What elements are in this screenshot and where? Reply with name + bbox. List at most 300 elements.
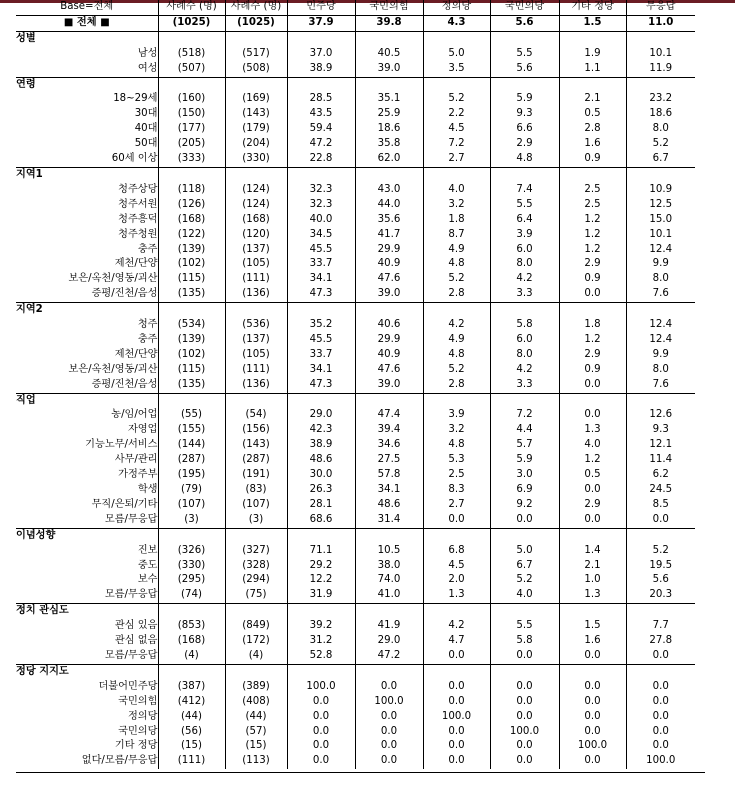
table-bottom-rule (16, 772, 705, 773)
cell-value: 5.3 (423, 453, 490, 468)
cell-value: 18.6 (355, 122, 423, 137)
cell-value: 1.2 (559, 453, 626, 468)
row-label: 충주 (137, 243, 158, 255)
table-row (16, 198, 695, 213)
cell-value: (195) (158, 468, 225, 483)
cell-value: 2.8 (423, 287, 490, 302)
cell-value: (3) (158, 513, 225, 528)
empty-cell (287, 77, 355, 92)
cell-value: 1.2 (559, 228, 626, 243)
empty-cell (559, 167, 626, 182)
cell-value: 32.3 (287, 183, 355, 198)
section-title: 직업 (16, 394, 36, 406)
table-row (16, 544, 695, 559)
cell-value: 31.4 (355, 513, 423, 528)
cell-value: 2.9 (559, 257, 626, 272)
cell-value: 48.6 (287, 453, 355, 468)
cell-value: 1.8 (423, 213, 490, 228)
cell-value: (326) (158, 544, 225, 559)
cell-value: 31.9 (287, 588, 355, 603)
row-label: 청주상당 (118, 183, 158, 195)
empty-cell (490, 303, 559, 318)
cell-value: 10.5 (355, 544, 423, 559)
cell-value: (287) (225, 453, 287, 468)
cell-value: 2.7 (423, 498, 490, 513)
cell-value: 2.8 (423, 378, 490, 393)
cell-value: (191) (225, 468, 287, 483)
section-header-row (16, 77, 695, 92)
cell-value: 15.0 (626, 213, 695, 228)
cell-value: 5.2 (423, 272, 490, 287)
total-label: ■ 전체 ■ (16, 15, 158, 31)
cell-value: 0.0 (287, 725, 355, 740)
cell-value: 12.4 (626, 243, 695, 258)
cell-value: 47.4 (355, 408, 423, 423)
empty-cell (225, 77, 287, 92)
cell-value: 1.1 (559, 62, 626, 77)
row-label: 사무/관리 (114, 454, 158, 466)
empty-cell (559, 664, 626, 679)
cell-value: 9.2 (490, 498, 559, 513)
cell-value: (136) (225, 287, 287, 302)
cell-value: (205) (158, 137, 225, 152)
cell-value: 47.6 (355, 272, 423, 287)
cell-value: 7.4 (490, 183, 559, 198)
cell-value: 0.0 (287, 695, 355, 710)
cell-value: 0.0 (423, 649, 490, 664)
cell-value: 45.5 (287, 243, 355, 258)
cell-value: (56) (158, 725, 225, 740)
cell-value: 4.2 (490, 272, 559, 287)
empty-cell (287, 31, 355, 46)
cell-value: 1.2 (559, 213, 626, 228)
base-label: Base=전체 (16, 0, 158, 15)
row-label: 증평/진천/음성 (16, 378, 158, 393)
cell-value: 0.0 (355, 739, 423, 754)
cell-value: 0.0 (423, 725, 490, 740)
cell-value: 7.6 (626, 378, 695, 393)
cell-value: 1.3 (559, 423, 626, 438)
cell-value: 9.9 (626, 348, 695, 363)
cell-value: (333) (158, 152, 225, 167)
cell-value: 0.9 (559, 152, 626, 167)
cell-value: 35.8 (355, 137, 423, 152)
cell-value: 0.0 (626, 710, 695, 725)
cell-value: 71.1 (287, 544, 355, 559)
cell-value: 2.0 (423, 573, 490, 588)
cell-value: 1.9 (559, 47, 626, 62)
cell-value: 8.7 (423, 228, 490, 243)
cell-value: 7.6 (626, 287, 695, 302)
row-label: 보은/옥천/영동/괴산 (68, 363, 158, 375)
cell-value: 100.0 (490, 725, 559, 740)
empty-cell (158, 77, 225, 92)
cell-value: 4.0 (490, 588, 559, 603)
cell-value: 28.1 (287, 498, 355, 513)
empty-cell (355, 664, 423, 679)
cell-value: 18.6 (626, 107, 695, 122)
cell-value: 11.9 (626, 62, 695, 77)
cell-value: 62.0 (355, 152, 423, 167)
section-header-row (16, 167, 695, 182)
table-row (16, 363, 695, 378)
cell-value: 5.6 (490, 62, 559, 77)
cell-value: 6.0 (490, 243, 559, 258)
section-header-row (16, 664, 695, 679)
cell-value: 0.0 (490, 513, 559, 528)
cell-value: 6.8 (423, 544, 490, 559)
row-label: 국민의힘 (118, 695, 158, 707)
table-row (16, 137, 695, 152)
cell-value: 5.8 (490, 318, 559, 333)
row-label: 청주흥덕 (118, 213, 158, 225)
section-header-row (16, 604, 695, 619)
section-title: 정치 관심도 (16, 605, 69, 617)
cell-value: 47.3 (287, 378, 355, 393)
row-label: 관심 없음 (114, 635, 158, 647)
cell-value: 0.0 (559, 483, 626, 498)
cell-value: 4.8 (423, 257, 490, 272)
empty-cell (225, 393, 287, 408)
cell-value: 0.9 (559, 363, 626, 378)
cell-value: 7.2 (490, 408, 559, 423)
cell-value: 0.0 (626, 513, 695, 528)
cell-value: 100.0 (559, 739, 626, 754)
row-label: 60세 이상 (16, 152, 158, 167)
empty-cell (559, 393, 626, 408)
cell-value: 33.7 (287, 257, 355, 272)
cell-value: 23.2 (626, 92, 695, 107)
cell-value: 4.5 (423, 559, 490, 574)
table-row (16, 588, 695, 603)
empty-cell (225, 167, 287, 182)
empty-cell (490, 528, 559, 543)
row-label: 모름/무응답 (16, 588, 158, 603)
cell-value: 0.0 (355, 710, 423, 725)
cell-value: 0.0 (423, 680, 490, 695)
cell-value: (139) (158, 333, 225, 348)
cell-value: (168) (158, 634, 225, 649)
cell-value: 43.5 (287, 107, 355, 122)
cell-value: 5.8 (490, 634, 559, 649)
cell-value: (137) (225, 243, 287, 258)
empty-cell (490, 77, 559, 92)
cell-value: 3.5 (423, 62, 490, 77)
cell-value: 6.9 (490, 483, 559, 498)
cell-value: 0.0 (490, 754, 559, 769)
empty-cell (158, 393, 225, 408)
cell-value: (534) (158, 318, 225, 333)
empty-cell (423, 31, 490, 46)
cell-value: 68.6 (287, 513, 355, 528)
empty-cell (626, 167, 695, 182)
cell-value: 59.4 (287, 122, 355, 137)
cell-value: 47.3 (287, 287, 355, 302)
column-header: 기타 정당 (559, 0, 626, 15)
empty-cell (490, 604, 559, 619)
cell-value: 0.0 (490, 739, 559, 754)
cell-value: 0.0 (559, 408, 626, 423)
column-header: 사례수 (명) (225, 0, 287, 15)
cell-value: (172) (225, 634, 287, 649)
table-row (16, 348, 695, 363)
cell-value: 9.3 (626, 423, 695, 438)
empty-cell (490, 31, 559, 46)
table-row (16, 739, 695, 754)
cell-value: 39.0 (355, 378, 423, 393)
row-label: 자영업 (127, 424, 158, 436)
cell-value: 6.0 (490, 333, 559, 348)
table-row (16, 272, 695, 287)
empty-cell (158, 604, 225, 619)
cell-value: 5.2 (626, 137, 695, 152)
cell-value: (102) (158, 257, 225, 272)
cell-value: 34.1 (287, 363, 355, 378)
cell-value: 6.6 (490, 122, 559, 137)
cell-value: 24.5 (626, 483, 695, 498)
cell-value: 47.2 (287, 137, 355, 152)
cell-value: 4.8 (423, 438, 490, 453)
cell-value: 12.6 (626, 408, 695, 423)
cell-value: 0.0 (287, 710, 355, 725)
cell-value: (115) (158, 272, 225, 287)
cell-value: 4.7 (423, 634, 490, 649)
cell-value: 0.0 (490, 695, 559, 710)
cell-value: (3) (225, 513, 287, 528)
table-row (16, 378, 695, 393)
cell-value: (144) (158, 438, 225, 453)
cell-value: 5.0 (423, 47, 490, 62)
empty-cell (355, 77, 423, 92)
cell-value: 4.8 (423, 348, 490, 363)
table-row (16, 754, 695, 769)
empty-cell (287, 393, 355, 408)
total-row (16, 15, 695, 31)
cell-value: (111) (225, 272, 287, 287)
empty-cell (158, 167, 225, 182)
cell-value: (44) (225, 710, 287, 725)
table-row (16, 695, 695, 710)
table-row (16, 408, 695, 423)
cell-value: 2.1 (559, 559, 626, 574)
empty-cell (158, 31, 225, 46)
cell-value: (330) (158, 559, 225, 574)
cell-value: 100.0 (355, 695, 423, 710)
cell-value: 22.8 (287, 152, 355, 167)
cell-value: (55) (158, 408, 225, 423)
cell-value: 29.2 (287, 559, 355, 574)
cell-value: 0.0 (559, 378, 626, 393)
row-label: 제천/단양 (114, 348, 158, 360)
empty-cell (559, 528, 626, 543)
section-header-row (16, 528, 695, 543)
cell-value: (536) (225, 318, 287, 333)
table-row (16, 122, 695, 137)
cell-value: 47.6 (355, 363, 423, 378)
cell-value: 0.5 (559, 468, 626, 483)
cell-value: 0.0 (626, 739, 695, 754)
cell-value: (287) (158, 453, 225, 468)
empty-cell (423, 528, 490, 543)
cell-value: 5.5 (490, 198, 559, 213)
cell-value: 1.2 (559, 333, 626, 348)
cell-value: (136) (225, 378, 287, 393)
row-label: 국민의당 (118, 725, 158, 737)
empty-cell (225, 664, 287, 679)
cell-value: 4.9 (423, 243, 490, 258)
cell-value: (111) (158, 754, 225, 769)
row-label: 모름/무응답 (16, 649, 158, 664)
table-row (16, 483, 695, 498)
cell-value: 34.6 (355, 438, 423, 453)
column-header: 무응답 (626, 0, 695, 15)
cell-value: 5.5 (490, 619, 559, 634)
cell-value: 35.2 (287, 318, 355, 333)
section-header-row (16, 31, 695, 46)
cell-value: 2.8 (559, 122, 626, 137)
section-title: 정당 지지도 (16, 665, 69, 677)
empty-cell (355, 31, 423, 46)
cell-value: (124) (225, 198, 287, 213)
cell-value: (387) (158, 680, 225, 695)
cell-value: 100.0 (287, 680, 355, 695)
table-row (16, 710, 695, 725)
cell-value: (15) (225, 739, 287, 754)
cell-value: (143) (225, 107, 287, 122)
cell-value: (168) (158, 213, 225, 228)
row-label: 청주 (137, 319, 158, 331)
table-row (16, 287, 695, 302)
cell-value: 40.9 (355, 348, 423, 363)
cell-value: (328) (225, 559, 287, 574)
cell-value: 2.9 (490, 137, 559, 152)
cell-value: 0.0 (490, 680, 559, 695)
cell-value: (295) (158, 573, 225, 588)
row-label: 없다/모름/무응답 (81, 755, 158, 767)
cell-value: 0.0 (287, 739, 355, 754)
cell-value: 6.7 (490, 559, 559, 574)
row-label: 모름/무응답 (16, 513, 158, 528)
column-header: 민주당 (287, 0, 355, 15)
section-title: 지역2 (16, 304, 43, 316)
empty-cell (355, 393, 423, 408)
cell-value: 39.2 (287, 619, 355, 634)
cell-value: 8.0 (626, 122, 695, 137)
cell-value: (330) (225, 152, 287, 167)
cell-value: 39.0 (355, 287, 423, 302)
cell-value: 2.5 (423, 468, 490, 483)
cell-value: 25.9 (355, 107, 423, 122)
table-row (16, 423, 695, 438)
cell-value: 52.8 (287, 649, 355, 664)
cell-value: 8.0 (490, 257, 559, 272)
cell-value: (4) (158, 649, 225, 664)
row-label: 청주서원 (118, 198, 158, 210)
cell-value: 43.0 (355, 183, 423, 198)
cell-value: 20.3 (626, 588, 695, 603)
row-label: 정의당 (127, 710, 158, 722)
cell-value: 5.9 (490, 453, 559, 468)
cell-value: 1.0 (559, 573, 626, 588)
total-value: 1.5 (559, 15, 626, 31)
column-header: 사례수 (명) (158, 0, 225, 15)
table-row (16, 513, 695, 528)
empty-cell (423, 77, 490, 92)
cell-value: (44) (158, 710, 225, 725)
cell-value: 8.0 (626, 272, 695, 287)
empty-cell (225, 604, 287, 619)
table-row (16, 62, 695, 77)
cell-value: (107) (225, 498, 287, 513)
cell-value: 41.9 (355, 619, 423, 634)
cell-value: 9.3 (490, 107, 559, 122)
cell-value: 0.0 (355, 754, 423, 769)
row-label: 무직/은퇴/기타 (91, 498, 158, 510)
empty-cell (559, 604, 626, 619)
cell-value: (143) (225, 438, 287, 453)
cell-value: 12.4 (626, 318, 695, 333)
cell-value: (139) (158, 243, 225, 258)
cell-value: 6.2 (626, 468, 695, 483)
table-row (16, 47, 695, 62)
cell-value: 7.7 (626, 619, 695, 634)
cell-value: 5.2 (423, 92, 490, 107)
row-label: 18~29세 (113, 93, 158, 105)
cell-value: (853) (158, 619, 225, 634)
cell-value: (294) (225, 573, 287, 588)
cell-value: 3.0 (490, 468, 559, 483)
empty-cell (355, 528, 423, 543)
cell-value: 28.5 (287, 92, 355, 107)
cell-value: 4.0 (423, 183, 490, 198)
cell-value: (122) (158, 228, 225, 243)
table-row (16, 468, 695, 483)
cell-value: 31.2 (287, 634, 355, 649)
cell-value: 12.2 (287, 573, 355, 588)
row-label: 관심 있음 (114, 620, 158, 632)
cell-value: 39.4 (355, 423, 423, 438)
cell-value: 0.0 (490, 710, 559, 725)
cell-value: 8.0 (490, 348, 559, 363)
row-label: 기능노무/서비스 (85, 439, 158, 451)
empty-cell (287, 528, 355, 543)
cell-value: 1.4 (559, 544, 626, 559)
table-row (16, 333, 695, 348)
column-header: 국민의힘 (355, 0, 423, 15)
row-label: 50대 (134, 138, 158, 150)
cell-value: 1.6 (559, 634, 626, 649)
cell-value: 2.7 (423, 152, 490, 167)
cell-value: (412) (158, 695, 225, 710)
cell-value: 1.2 (559, 243, 626, 258)
cell-value: 38.9 (287, 438, 355, 453)
empty-cell (158, 664, 225, 679)
cell-value: (327) (225, 544, 287, 559)
cell-value: (204) (225, 137, 287, 152)
empty-cell (287, 664, 355, 679)
empty-cell (287, 604, 355, 619)
cell-value: 6.7 (626, 152, 695, 167)
cell-value: 0.0 (355, 725, 423, 740)
row-label: 증평/진천/음성 (16, 287, 158, 302)
cell-value: (168) (225, 213, 287, 228)
cell-value: 12.4 (626, 333, 695, 348)
cell-value: 29.0 (287, 408, 355, 423)
cell-value: 0.0 (559, 680, 626, 695)
cell-value: 3.2 (423, 198, 490, 213)
cell-value: (113) (225, 754, 287, 769)
table-row (16, 257, 695, 272)
